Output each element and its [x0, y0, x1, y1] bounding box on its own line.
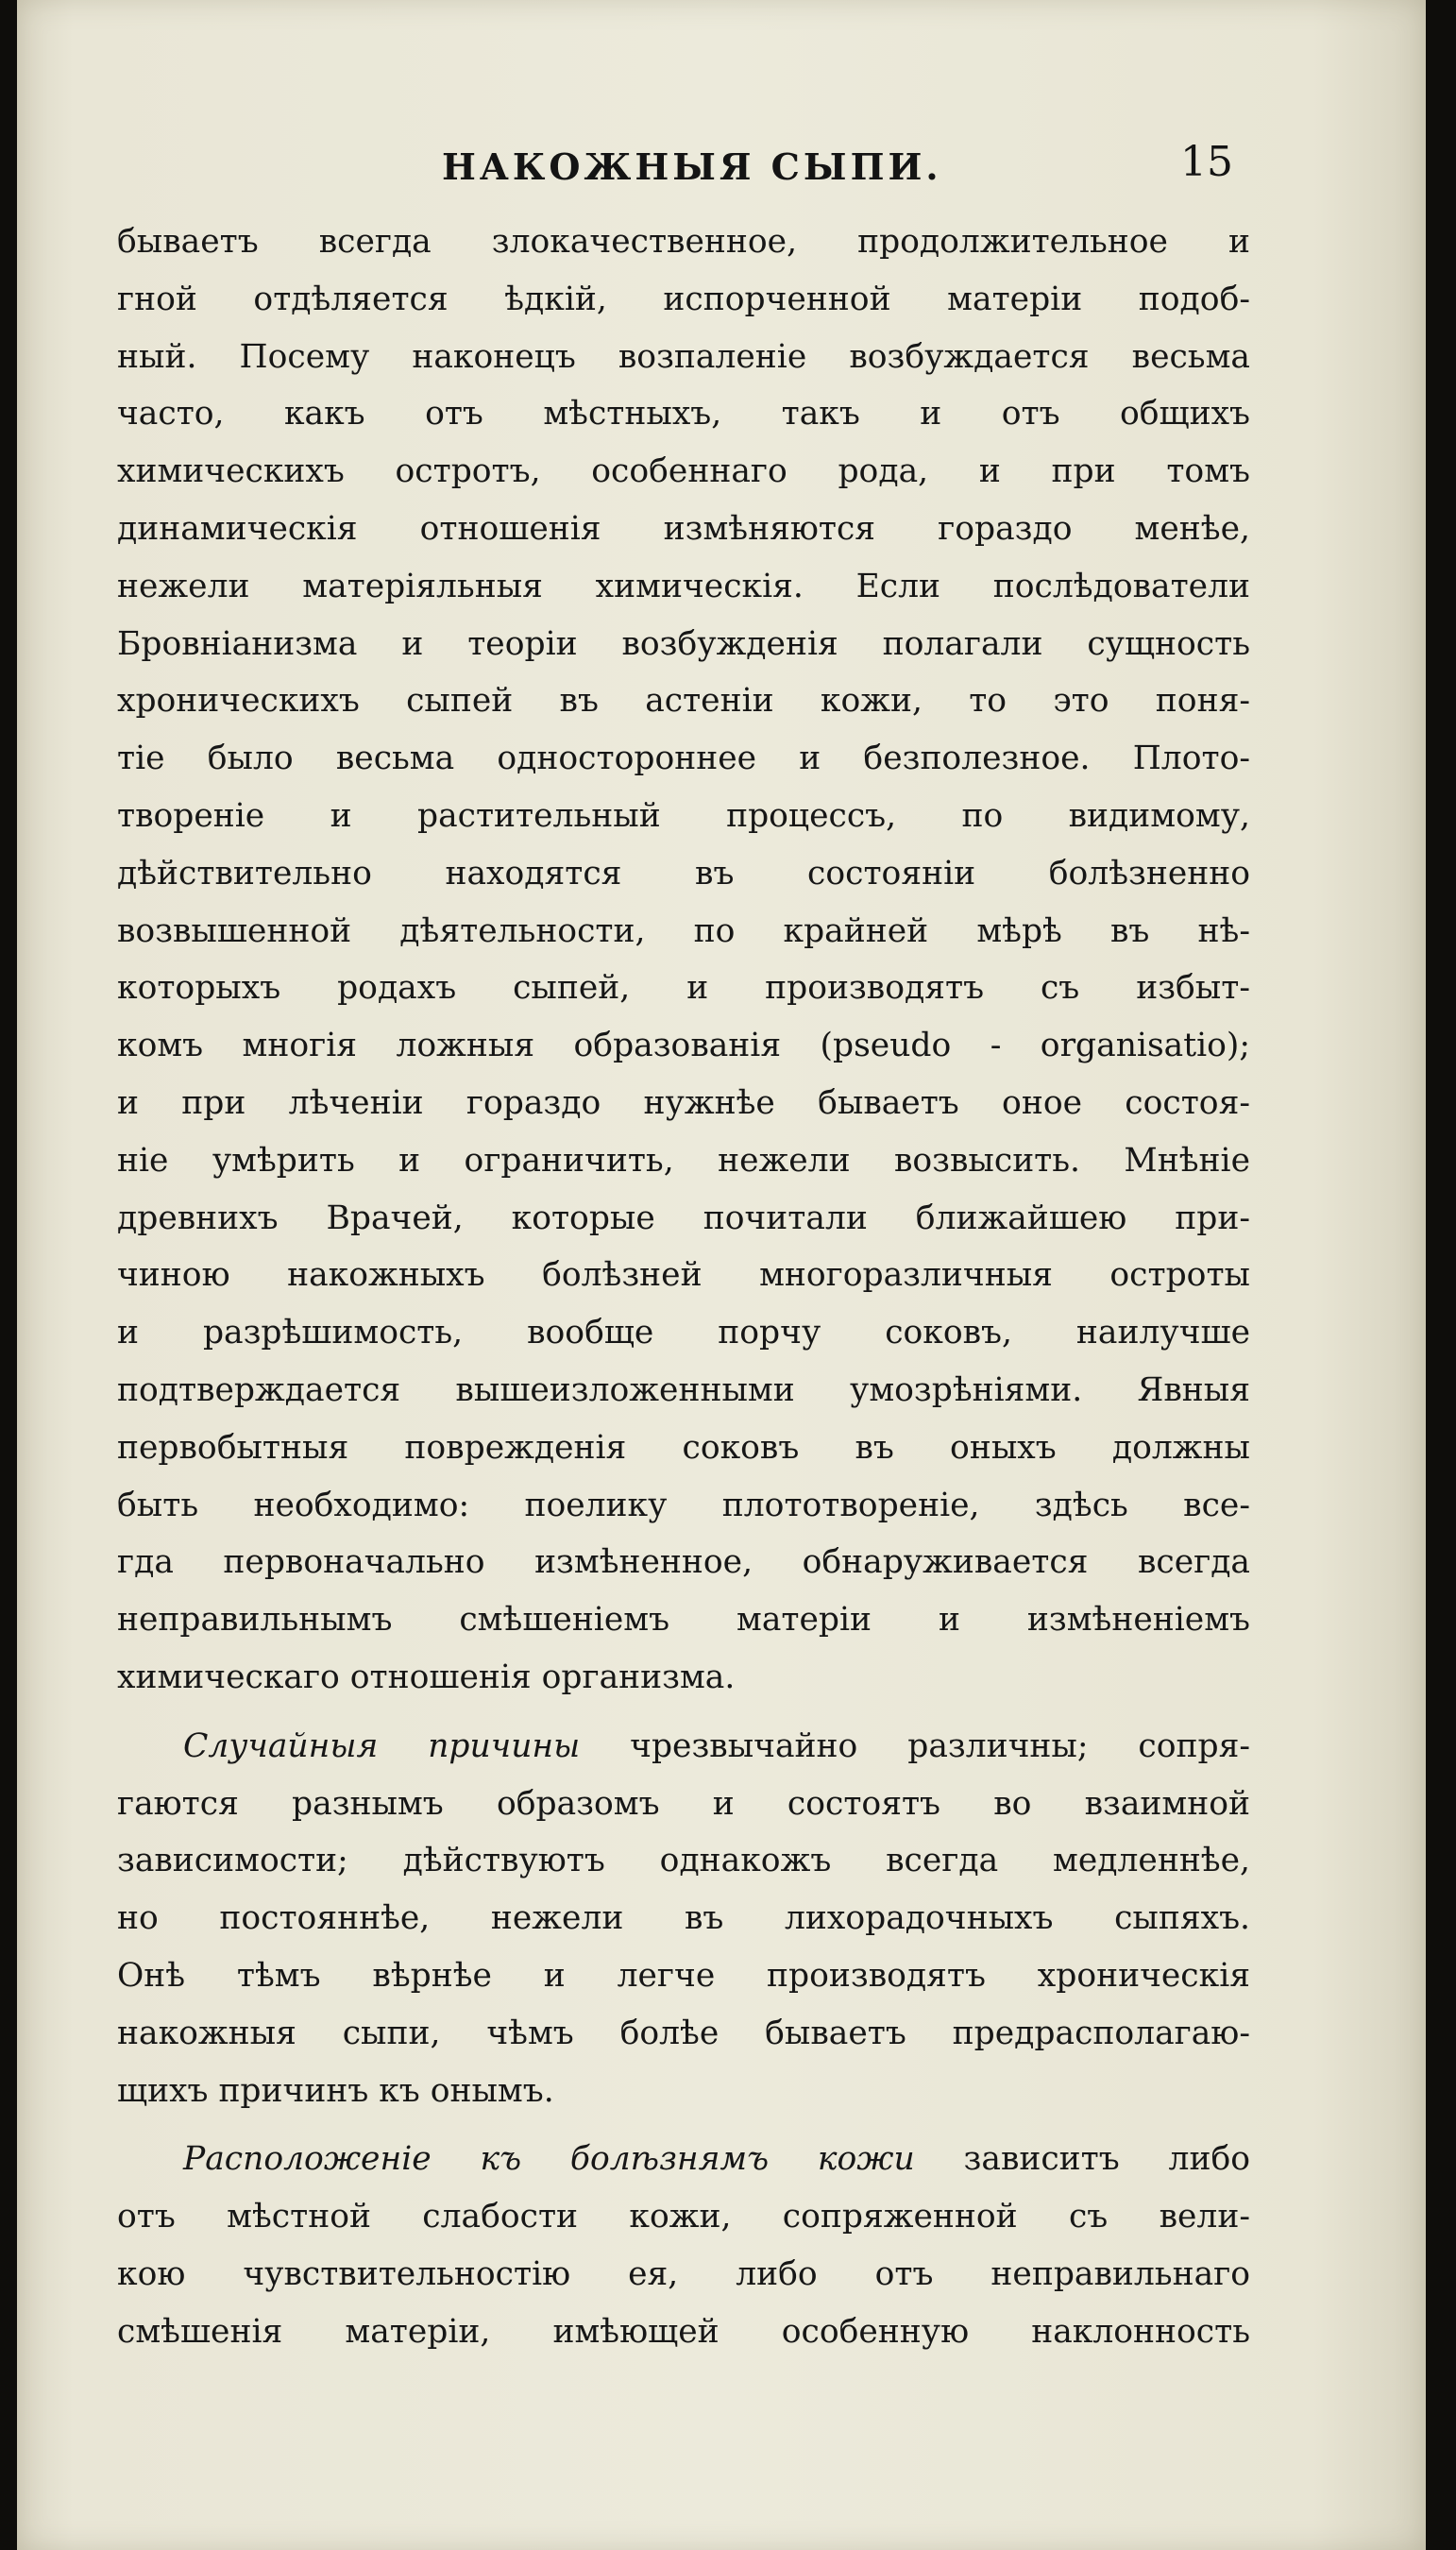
text-line: но постояннѣе, нежели въ лихорадочныхъ сыпяхъ. [117, 1899, 1250, 1938]
text-line: дѣйствительно находятся въ состояніи болѣзненно [117, 854, 1250, 892]
text-line: комъ многія ложныя образованія (pseudo - organisatio); [117, 1027, 1250, 1065]
text-line: накожныя сыпи, чѣмъ болѣе бываетъ предрасполагаю- [117, 2014, 1250, 2052]
text-line: чиною накожныхъ болѣзней многоразличныя остроты [117, 1256, 1250, 1295]
text-line: кою чувствительностію ея, либо отъ неправильнаго [117, 2254, 1250, 2293]
text-line: быть необходимо: поелику плототвореніе, здѣсь все- [117, 1486, 1250, 1524]
text-line: бываетъ всегда злокачественное, продолжительное и [117, 223, 1250, 261]
text-line: отъ мѣстной слабости кожи, сопряженной съ вели- [117, 2198, 1250, 2236]
text-line: ніе умѣрить и ограничить, нежели возвысить. Мнѣніе [117, 1141, 1250, 1180]
text-line: подтверждается вышеизложенными умозрѣніями. Явныя [117, 1370, 1250, 1409]
paragraph-2 [117, 1718, 1250, 2120]
paragraph-3 [117, 2131, 1250, 2360]
text-line: первобытныя поврежденія соковъ въ оныхъ должны [117, 1428, 1250, 1467]
text-line: динамическія отношенія измѣняются гораздо менѣе, [117, 509, 1250, 548]
text-line: щихъ причинъ къ онымъ. [117, 2071, 554, 2110]
paragraph-gap [117, 2119, 1250, 2131]
text-line: и разрѣшимость, вообще порчу соковъ, наилучше [117, 1314, 1250, 1352]
running-title: НАКОЖНЫЯ СЫПИ. [442, 145, 942, 188]
text-line: хроническихъ сыпей въ астеніи кожи, то это поня- [117, 682, 1250, 721]
text-line: которыхъ родахъ сыпей, и производятъ съ избыт- [117, 969, 1250, 1008]
text-line: гда первоначально измѣненное, обнаруживается всегда [117, 1543, 1250, 1582]
text-line: часто, какъ отъ мѣстныхъ, такъ и отъ общихъ [117, 395, 1250, 434]
text-line: тіе было весьма одностороннее и безполезное. Плото- [117, 740, 1250, 778]
line-rest: чрезвычайно различны; сопря- [580, 1726, 1251, 1765]
body-text [117, 213, 1250, 2360]
text-line [117, 1718, 1250, 1776]
page-number: 15 [1180, 138, 1233, 186]
text-line: и при лѣченіи гораздо нужнѣе бываетъ оное состоя- [117, 1083, 1250, 1122]
line-rest: зависитъ либо [914, 2140, 1250, 2179]
text-line: гаются разнымъ образомъ и состоятъ во взаимной [117, 1784, 1250, 1823]
text-line: химическихъ остротъ, особеннаго рода, и при томъ [117, 452, 1250, 491]
paragraph-gap [117, 1707, 1250, 1718]
text-line: Онѣ тѣмъ вѣрнѣе и легче производятъ хроническія [117, 1956, 1250, 1995]
text-line [117, 2131, 1250, 2188]
text-line: смѣшенія матеріи, имѣющей особенную наклонность [117, 2312, 1250, 2351]
paragraph-1 [117, 213, 1250, 1707]
text-line: древнихъ Врачей, которые почитали ближайшею при- [117, 1198, 1250, 1237]
text-line: Бровніанизма и теоріи возбужденія полагали сущность [117, 624, 1250, 663]
text-line: ный. Посему наконецъ возпаленіе возбуждается весьма [117, 337, 1250, 376]
text-line: химическаго отношенія организма. [117, 1658, 736, 1696]
book-page [17, 0, 1426, 2550]
text-line: твореніе и растительный процессъ, по видимому, [117, 796, 1250, 835]
page-header [17, 138, 1426, 195]
text-line: зависимости; дѣйствуютъ однакожъ всегда медленнѣе, [117, 1842, 1250, 1880]
italic-lead: Расположеніе къ болѣзнямъ кожи [183, 2140, 915, 2179]
text-line: нежели матеріяльныя химическія. Если послѣдователи [117, 567, 1250, 605]
italic-lead: Случайныя причины [183, 1726, 581, 1765]
text-line: возвышенной дѣятельности, по крайней мѣрѣ въ нѣ- [117, 911, 1250, 950]
text-line: гной отдѣляется ѣдкій, испорченной матеріи подоб- [117, 280, 1250, 318]
text-line: неправильнымъ смѣшеніемъ матеріи и измѣненіемъ [117, 1601, 1250, 1640]
